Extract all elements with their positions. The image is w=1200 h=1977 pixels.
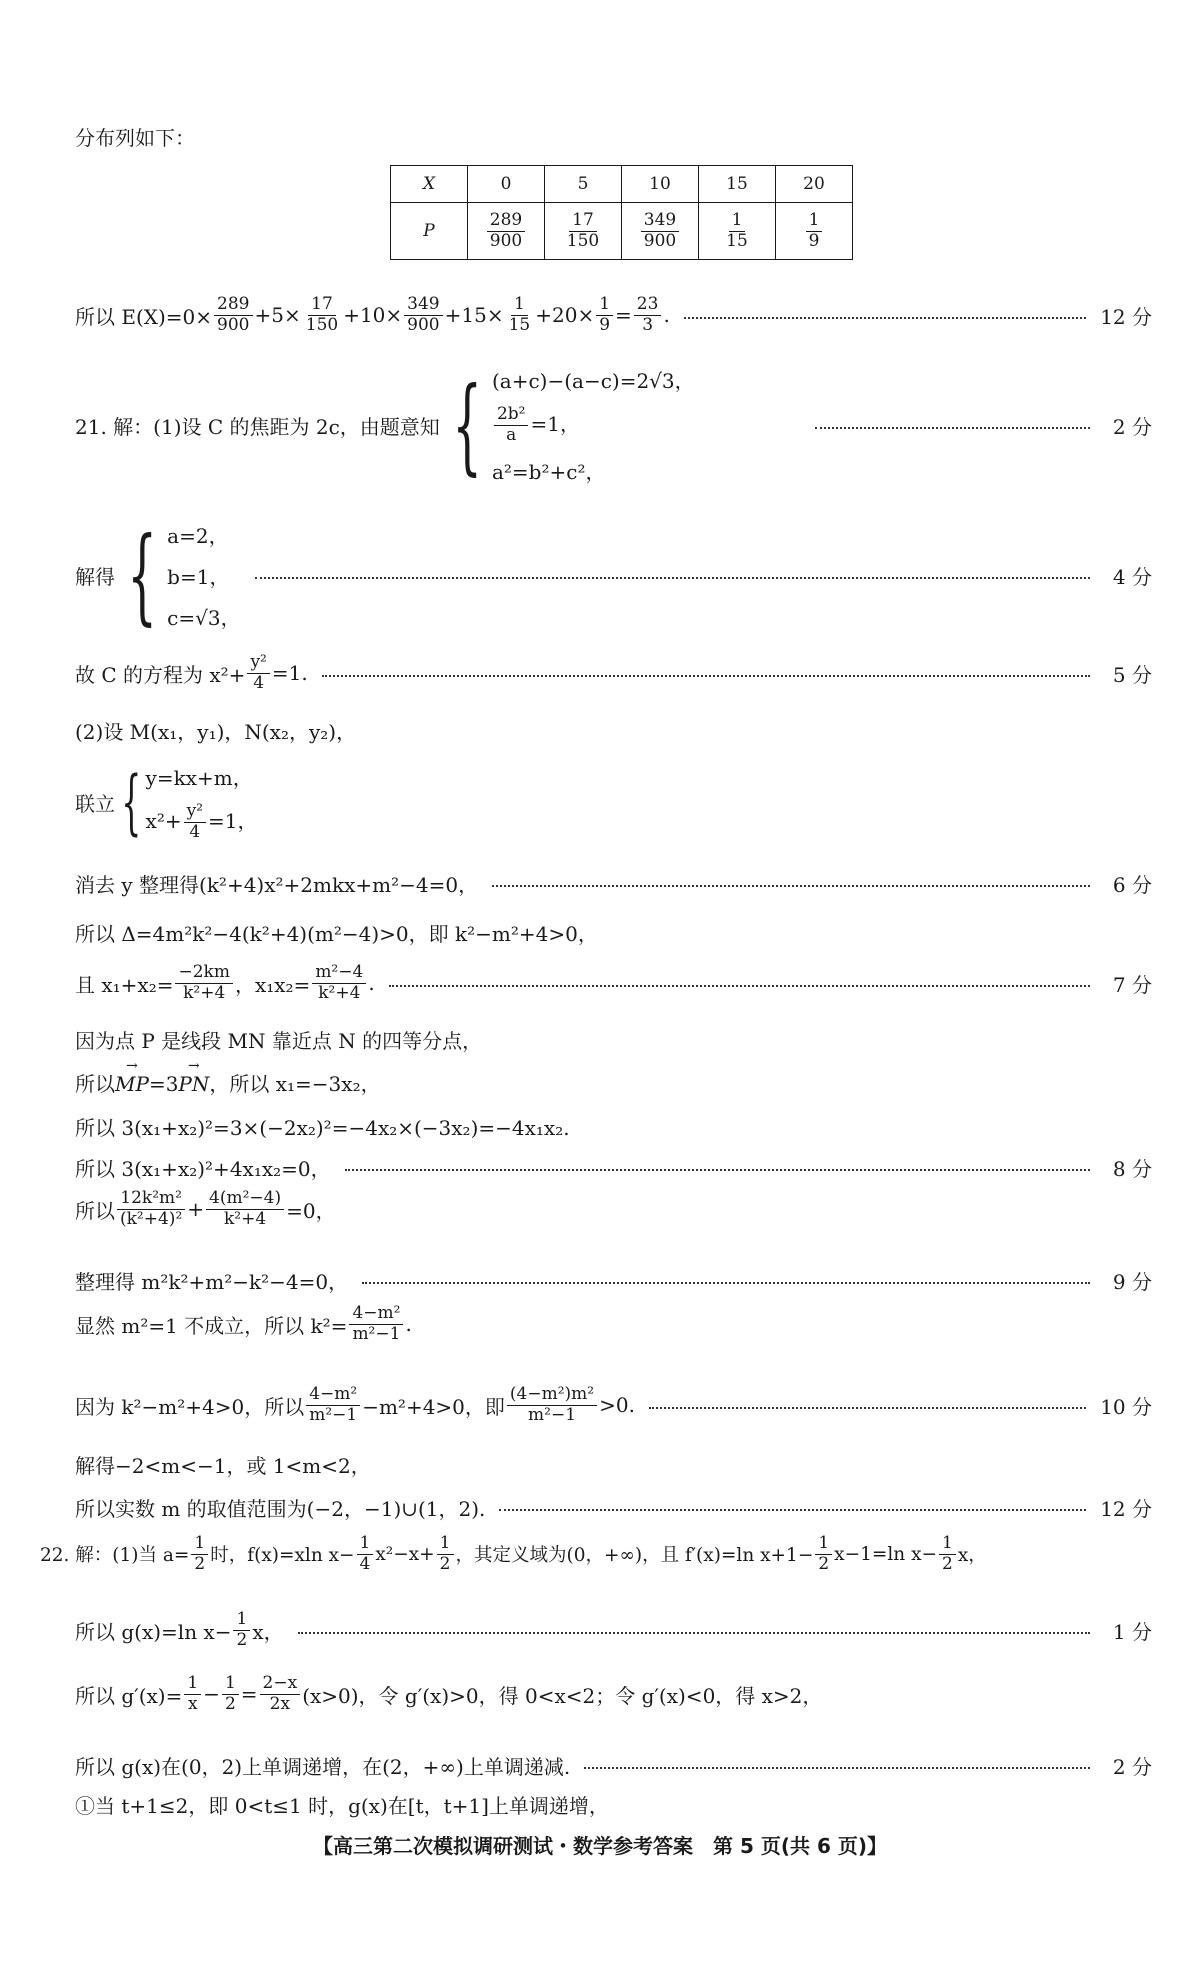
table-cell: $\frac{289}{900}$: [468, 203, 545, 260]
q21-because-p: 因为点 P 是线段 MN 靠近点 N 的四等分点，: [75, 1029, 483, 1053]
q21-sum: 所以 3(x₁+x₂)²+4x₁x₂=0， 8 分: [75, 1152, 1152, 1182]
table-header-cell: 10: [622, 166, 699, 203]
table-header-cell: 20: [776, 166, 853, 203]
q21-vieta: 且 x₁+x₂= $\frac{-2km}{\text{k²+4}}$ ，x₁x₂= $\frac{\text{m²−4}}{\text{k²+4}}$ . 7 分: [75, 961, 1152, 1003]
table-cell: $\frac{349}{900}$: [622, 203, 699, 260]
q21-solve-m: 解得−2<m<−1，或 1<m<2，: [75, 1454, 371, 1478]
score: 10 分: [1100, 1394, 1152, 1419]
leader-dots: [815, 427, 1090, 429]
q21-substitute: 所以 $\frac{\text{12k²m²}}{\text{(k²+4)²}}$ + $\frac{\text{4(m²−4)}}{\text{k²+4}}$ =0，: [75, 1188, 336, 1229]
table-cell: $\frac{1}{15}$: [699, 203, 776, 260]
score: 1 分: [1112, 1619, 1152, 1644]
table-cell: $\frac{17}{150}$: [545, 203, 622, 260]
table-header-cell: 0: [468, 166, 545, 203]
q22-line-1: 22. 解：(1)当 a= $\frac{1}{2}$ 时，f(x)=xln x− $\frac{1}{4}$ x²−x+ $\frac{1}{2}$ ，其定义域为(0，+∞)，且 f′(x)=ln x+1− $\frac{1}{2}$ x−1=ln x− $\frac{1}{2}$ x，: [40, 1533, 987, 1574]
q21-vector: 所以→ MP=3→ PN，所以 x₁=−3x₂，: [75, 1068, 381, 1097]
table-cell: $\frac{1}{9}$: [776, 203, 853, 260]
q21-simplify: 整理得 m²k²+m²−k²−4=0， 9 分: [75, 1265, 1152, 1295]
q22-case-1: ①当 t+1≤2，即 0<t≤1 时，g(x)在[t，t+1]上单调递增，: [75, 1794, 609, 1818]
score: 12 分: [1100, 304, 1152, 329]
expectation-line: 所以 E(X)=0× $\frac{289}{900}$ +5× $\frac{17}{150}$ +10× $\frac{349}{900}$ +15× $\frac{1}{15}$ +20× $\frac{1}{9}$ = $\frac{23}{3}$ . 12 分: [75, 293, 1152, 335]
leader-dots: [649, 1407, 1086, 1409]
table-row: [391, 166, 853, 203]
leader-dots: [499, 1509, 1086, 1511]
q21-delta: 所以 Δ=4m²k²−4(k²+4)(m²−4)>0，即 k²−m²+4>0，: [75, 922, 598, 946]
score: 6 分: [1112, 872, 1152, 897]
table-cell: P: [391, 203, 468, 260]
score: 2 分: [1112, 1754, 1152, 1779]
page-footer: 【高三第二次模拟调研测试・数学参考答案 第 5 页(共 6 页)】: [313, 1834, 887, 1858]
leader-dots: [584, 1767, 1090, 1769]
score: 2 分: [1112, 414, 1152, 439]
q22-derivative: 所以 g′(x)= $\frac{1}{x}$ − $\frac{1}{2}$ = $\frac{2-x}{2x}$ (x>0)，令 g′(x)>0，得 0<x<2；令 g′(x)<0，得 x>2，: [75, 1673, 823, 1714]
distribution-intro: 分布列如下：: [75, 126, 195, 150]
table-row: [391, 203, 853, 260]
q21-eliminate: 消去 y 整理得(k²+4)x²+2mkx+m²−4=0， 6 分: [75, 868, 1152, 898]
table-header-cell: 5: [545, 166, 622, 203]
leader-dots: [322, 675, 1090, 677]
q21-range: 所以实数 m 的取值范围为(−2，−1)∪(1，2). 12 分: [75, 1492, 1152, 1522]
q22-monotonic: 所以 g(x)在(0，2)上单调递增，在(2，+∞)上单调递减. 2 分: [75, 1750, 1152, 1780]
score: 12 分: [1100, 1496, 1152, 1521]
leader-dots: [389, 985, 1090, 987]
q21-part2-intro: (2)设 M(x₁，y₁)，N(x₂，y₂)，: [75, 720, 357, 744]
table-header-cell: X: [391, 166, 468, 203]
q21-system-2: 联立 { y=kx+m， x²+ $\frac{\text{y²}}{4}$ =1，: [75, 761, 258, 843]
q21-obvious: 显然 m²=1 不成立，所以 k²= $\frac{\text{4−m²}}{\text{m²−1}}$ .: [75, 1303, 412, 1344]
leader-dots: [492, 885, 1090, 887]
leader-dots: [684, 317, 1086, 319]
q21-ellipse-equation: 故 C 的方程为 x²+ $\frac{\text{y²}}{4}$ =1. 5 分: [75, 651, 1152, 693]
q21-system-1: 21. 解：(1)设 C 的焦距为 2c，由题意知 { (a+c)−(a−c)=2√3， $\frac{\text{2b²}}{a}$ =1， a²=b²+c²， 2 分: [75, 364, 1152, 486]
leader-dots: [345, 1169, 1090, 1171]
q21-solution-abc: 解得 { a=2， b=1， c=√3， 4 分: [75, 514, 1152, 636]
leader-dots: [362, 1282, 1090, 1284]
score: 8 分: [1112, 1156, 1152, 1181]
score: 9 分: [1112, 1269, 1152, 1294]
leader-dots: [298, 1632, 1090, 1634]
distribution-table: [390, 165, 853, 260]
q22-g-definition: 所以 g(x)=ln x− $\frac{1}{2}$ x， 1 分: [75, 1608, 1152, 1650]
leader-dots: [255, 577, 1090, 579]
q21-square: 所以 3(x₁+x₂)²=3×(−2x₂)²=−4x₂×(−3x₂)=−4x₁x₂.: [75, 1116, 570, 1140]
score: 4 分: [1112, 564, 1152, 589]
table-header-cell: 15: [699, 166, 776, 203]
q21-inequality: 因为 k²−m²+4>0，所以 $\frac{\text{4−m²}}{\text{m²−1}}$ −m²+4>0，即 $\frac{\text{(4−m²)m²}}{\text{m²−1}}$ >0. 10 分: [75, 1383, 1152, 1425]
score: 7 分: [1112, 972, 1152, 997]
score: 5 分: [1112, 662, 1152, 687]
